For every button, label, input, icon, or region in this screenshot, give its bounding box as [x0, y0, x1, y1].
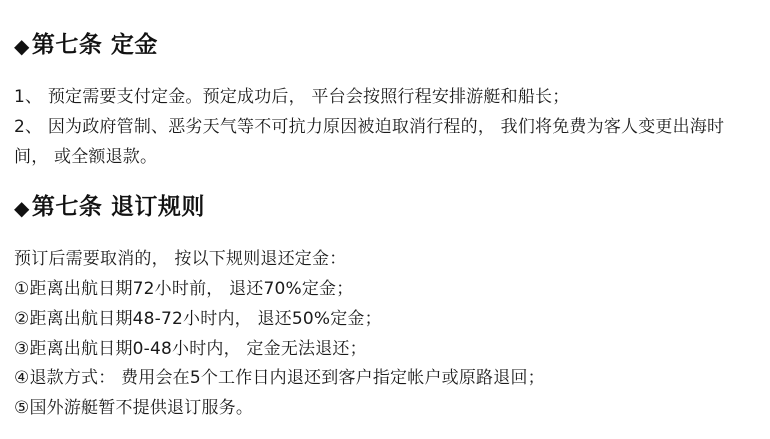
diamond-marker-icon: ◆ — [14, 33, 30, 58]
refund-rule-5: ⑤国外游艇暂不提供退订服务。 — [14, 398, 254, 419]
section-heading-refund — [14, 192, 756, 223]
section-heading-deposit — [14, 30, 756, 61]
deposit-item-1: 1、 预定需要支付定金。预定成功后， 平台会按照行程安排游艇和船长； — [14, 87, 570, 108]
section-body-deposit — [14, 83, 756, 172]
refund-intro: 预订后需要取消的， 按以下规则退还定金： — [14, 249, 347, 270]
section-gap — [14, 172, 756, 192]
refund-rule-4: ④退款方式： 费用会在5个工作日内退还到客户指定帐户或原路退回； — [14, 368, 545, 389]
heading-body-spacer-1 — [14, 61, 756, 83]
deposit-item-2: 2、 因为政府管制、恶劣天气等不可抗力原因被迫取消行程的， 我们将免费为客人变更出海时间， 或全额退款。 — [14, 116, 725, 167]
refund-rule-3: ③距离出航日期0-48小时内， 定金无法退还； — [14, 338, 367, 359]
section-body-refund — [14, 245, 756, 424]
heading-body-spacer-2 — [14, 223, 756, 245]
section-heading-refund-text: 第七条 退订规则 — [31, 194, 205, 221]
section-heading-deposit-text: 第七条 定金 — [31, 32, 158, 58]
refund-rule-1: ①距离出航日期72小时前， 退还70%定金； — [14, 279, 354, 300]
diamond-marker-icon: ◆ — [14, 195, 30, 220]
refund-rule-2: ②距离出航日期48-72小时内， 退还50%定金； — [14, 308, 382, 329]
top-spacer — [14, 10, 756, 30]
